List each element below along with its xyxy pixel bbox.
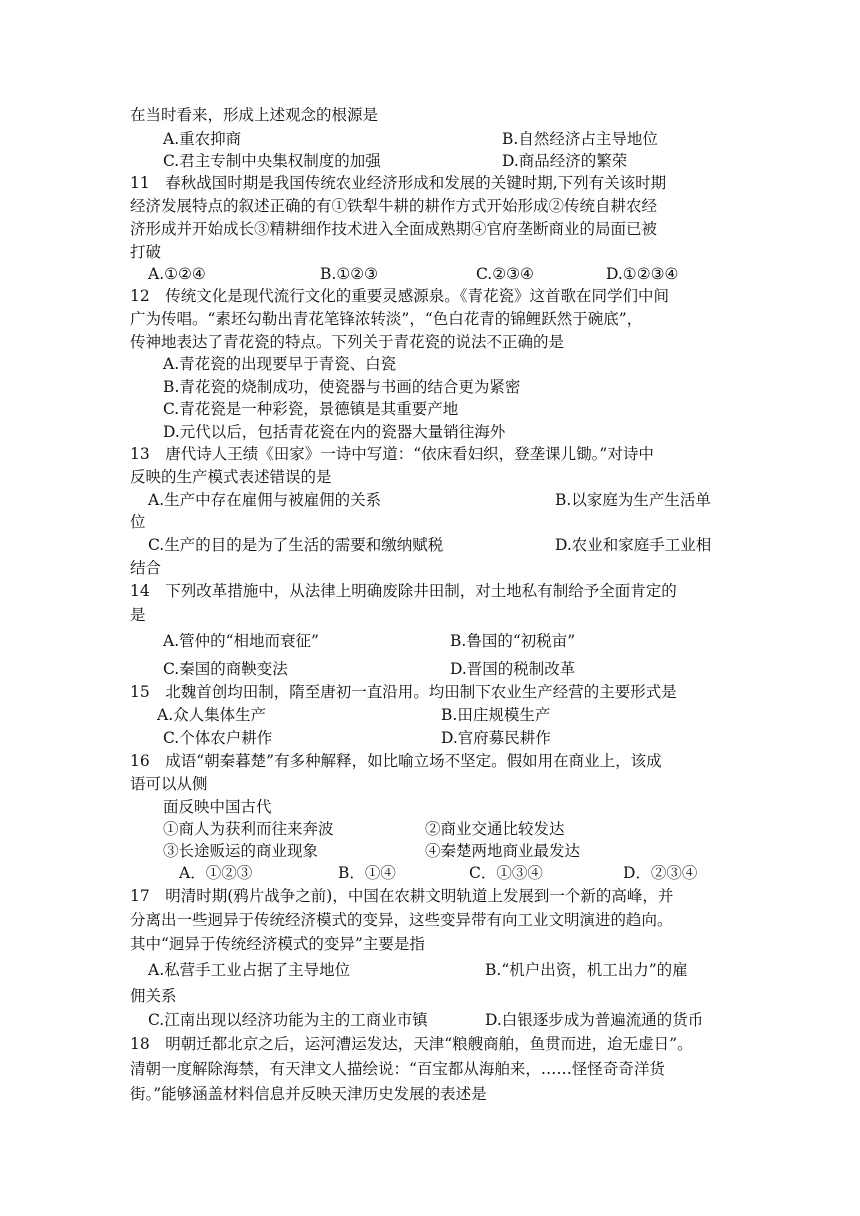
question-text-line: 传神地表达了青花瓷的特点。下列关于青花瓷的说法不正确的是 — [130, 333, 565, 351]
question-12: 12 传统文化是现代流行文化的重要灵感源泉。《青花瓷》这首歌在同学们中间 — [130, 287, 669, 305]
option-b: B.鲁国的“初税亩” — [450, 632, 576, 650]
option-b-continued: 佣关系 — [130, 987, 177, 1005]
question-text-line: 广为传唱。“素坯勾勒出青花笔锋浓转淡”，“色白花青的锦鲤跃然于碗底”， — [130, 310, 643, 328]
option-a: A．①②③ — [179, 864, 253, 882]
question-text-line: 济形成并开始成长③精耕细作技术进入全面成熟期④官府垄断商业的局面已被 — [130, 220, 658, 238]
statement-2: ②商业交通比较发达 — [425, 820, 565, 838]
option-a: A.私营手工业占据了主导地位 — [148, 961, 351, 979]
option-a: A.生产中存在雇佣与被雇佣的关系 — [148, 491, 382, 509]
question-text-line: 语可以从侧 — [130, 775, 208, 793]
option-d: D.元代以后，包括青花瓷在内的瓷器大量销往海外 — [163, 423, 506, 441]
question-text-line: 其中“迥异于传统经济模式的变异”主要是指 — [130, 935, 425, 953]
option-c: C.江南出现以经济功能为主的工商业市镇 — [148, 1011, 428, 1029]
question-text-line: 清朝一度解除海禁，有天津文人描绘说：“百宝都从海舶来，……怪怪奇奇洋货 — [130, 1060, 665, 1078]
option-c: C.生产的目的是为了生活的需要和缴纳赋税 — [148, 536, 444, 554]
question-text-line: 打破 — [130, 243, 162, 261]
option-c: C.青花瓷是一种彩瓷，景德镇是其重要产地 — [163, 400, 459, 418]
question-17: 17 明清时期(鸦片战争之前)，中国在农耕文明轨道上发展到一个新的高峰，并 — [130, 887, 674, 905]
option-d: D.白银逐步成为普遍流通的货币 — [485, 1011, 704, 1029]
question-15: 15 北魏首创均田制，隋至唐初一直沿用。均田制下农业生产经营的主要形式是 — [130, 683, 677, 701]
question-text-line: 反映的生产模式表述错误的是 — [130, 468, 332, 486]
statement-1: ①商人为获利而往来奔波 — [163, 820, 334, 838]
option-b: B.田庄规模生产 — [441, 706, 551, 724]
question-18: 18 明朝迁都北京之后，运河漕运发达，天津“粮艘商舶，鱼贯而进，迨无虚日”。 — [130, 1035, 693, 1053]
option-c: C.秦国的商鞅变法 — [163, 660, 288, 678]
option-b: B.青花瓷的烧制成功，使瓷器与书画的结合更为紧密 — [163, 378, 521, 396]
question-text-line: 分离出一些迥异于传统经济模式的变异，这些变异带有向工业文明演进的趋向。 — [130, 911, 673, 929]
option-c: C.②③④ — [476, 265, 534, 283]
question-11: 11 春秋战国时期是我国传统农业经济形成和发展的关键时期,下列有关该时期 — [130, 174, 667, 192]
question-14: 14 下列改革措施中，从法律上明确废除井田制，对土地私有制给予全面肯定的 — [130, 582, 677, 600]
option-b: B.“机户出资，机工出力”的雇 — [485, 961, 688, 979]
question-13: 13 唐代诗人王绩《田家》一诗中写道：“依床看妇织，登垄课儿锄。”对诗中 — [130, 445, 654, 463]
statement-4: ④秦楚两地商业最发达 — [425, 842, 581, 860]
option-b: B．①④ — [338, 864, 396, 882]
option-b-continued: 位 — [130, 513, 146, 531]
option-c: C．①③④ — [469, 864, 543, 882]
option-a: A.①②④ — [148, 265, 206, 283]
statement-3: ③长途贩运的商业现象 — [163, 842, 319, 860]
option-b: B.①②③ — [320, 265, 379, 283]
option-d: D.晋国的税制改革 — [450, 660, 576, 678]
option-a: A.青花瓷的出现要早于青瓷、白瓷 — [163, 355, 397, 373]
option-d: D.①②③④ — [606, 265, 679, 283]
option-a: A.管仲的“相地而衰征” — [163, 632, 319, 650]
option-b: B.以家庭为生产生活单 — [555, 491, 711, 509]
option-d: D．②③④ — [623, 864, 698, 882]
option-b: B.自然经济占主导地位 — [502, 130, 658, 148]
option-d-continued: 结合 — [130, 559, 162, 577]
option-a: A.众人集体生产 — [157, 706, 267, 724]
question-16: 16 成语“朝秦暮楚”有多种解释，如比喻立场不坚定。假如用在商业上，该成 — [130, 752, 662, 770]
stem-line: 在当时看来，形成上述观念的根源是 — [130, 106, 379, 124]
question-text-line: 街。”能够涵盖材料信息并反映天津历史发展的表述是 — [130, 1085, 487, 1103]
option-c: C.君主专制中央集权制度的加强 — [163, 152, 381, 170]
question-text-line: 是 — [130, 606, 146, 624]
question-text-line: 面反映中国古代 — [163, 798, 272, 816]
option-d: D.农业和家庭手工业相 — [555, 536, 712, 554]
question-text-line: 经济发展特点的叙述正确的有①铁犁牛耕的耕作方式开始形成②传统自耕农经 — [130, 197, 658, 215]
option-a: A.重农抑商 — [163, 130, 242, 148]
option-d: D.商品经济的繁荣 — [502, 152, 628, 170]
option-c: C.个体农户耕作 — [163, 729, 273, 747]
option-d: D.官府募民耕作 — [441, 729, 551, 747]
